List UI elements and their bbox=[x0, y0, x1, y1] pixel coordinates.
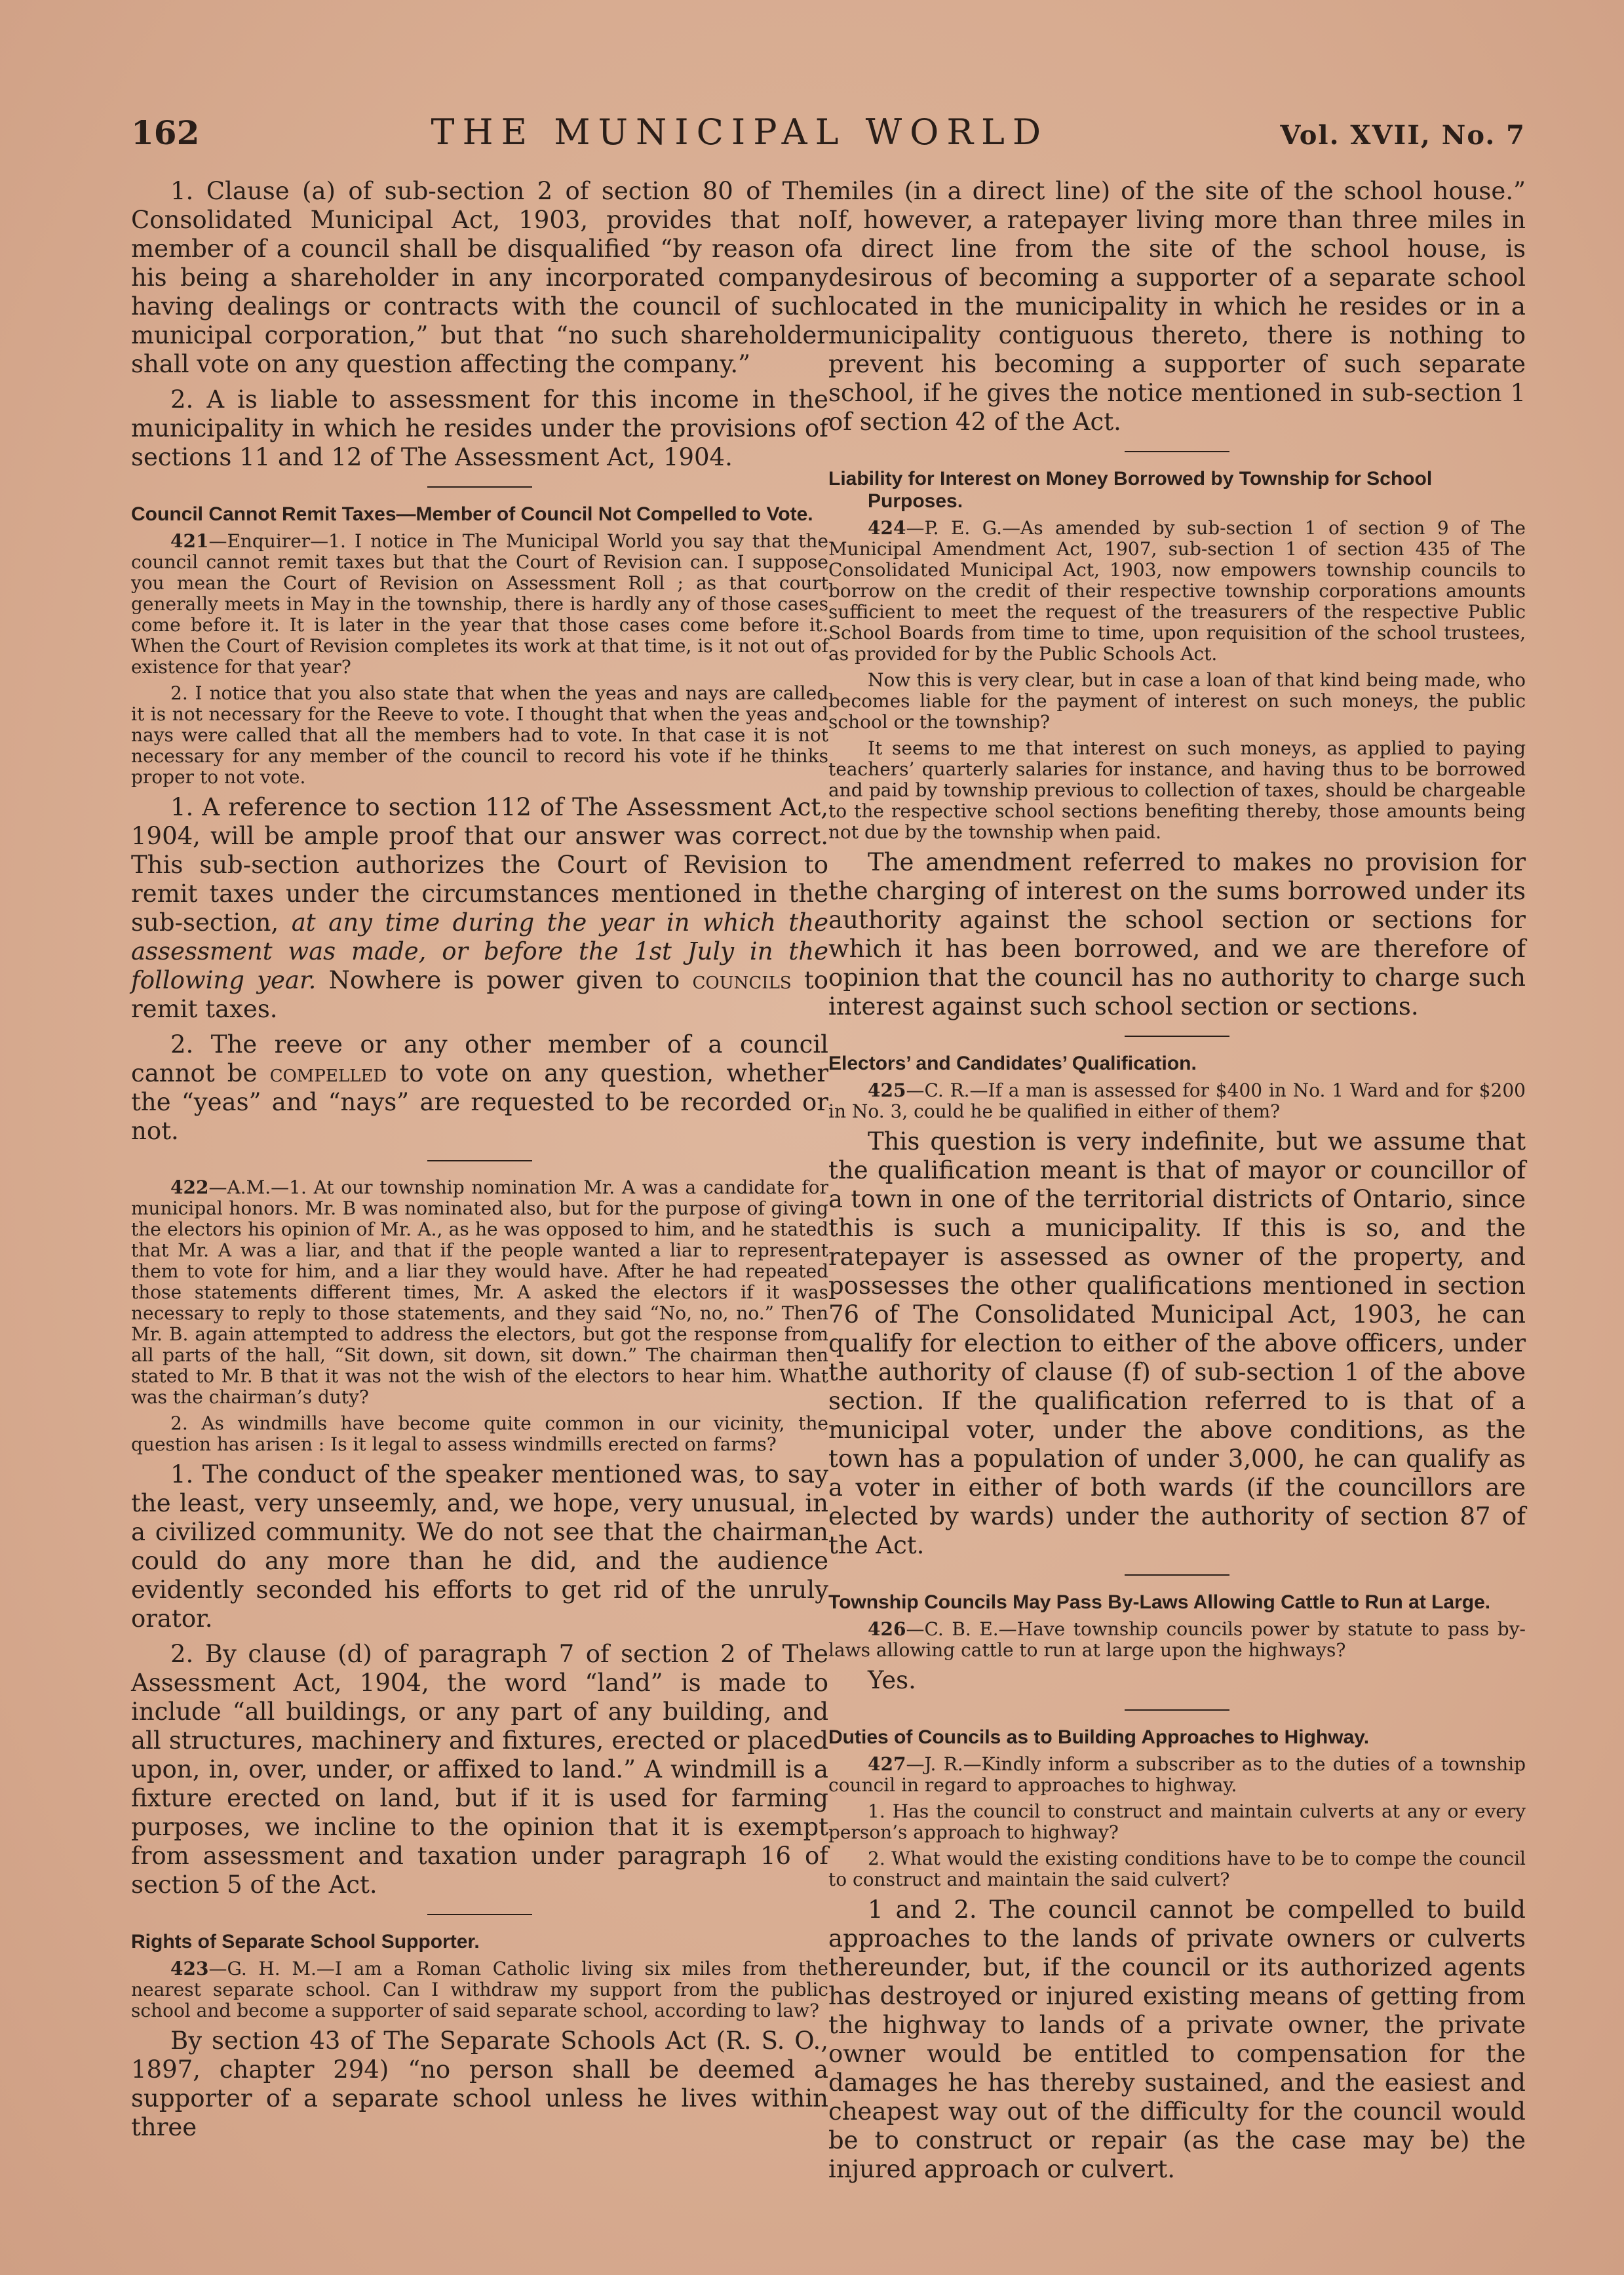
answer-paragraph: 1 and 2. The council cannot be compelled to build approaches to the lands of private owners or culverts thereunder, but, if the council or its authorized agents has destroyed or injured existing means of getting from the highway to lands of a private owner, the private owner would be entitled to compensation for the damages he has thereby sustained, and the easiest and cheapest way out of the difficulty for the council would be to construct or repair (as the case may be) the injured approach or culvert. bbox=[828, 1896, 1526, 2183]
question-number: 426 bbox=[868, 1618, 906, 1640]
answer-paragraph: Yes. bbox=[868, 1666, 916, 1694]
question-heading: Liability for Interest on Money Borrowed by Township for School Purposes. bbox=[828, 468, 1433, 512]
answer-paragraph: The amendment referred to makes no provision for the charging of interest on the sums borrowed under its authority against the school section or sections for which it has been borrowed, and we are therefore of opinion that the council has no authority to charge such interest against such school section or sections. bbox=[828, 848, 1526, 1021]
volume-number: Vol. XVII, No. 7 bbox=[1280, 120, 1526, 151]
question-paragraph: 1. Has the council to construct and maintain culverts at any or every person’s approach to highway? bbox=[828, 1800, 1526, 1843]
section-divider bbox=[427, 486, 532, 488]
answer-paragraph: 1. The conduct of the speaker mentioned was, to say the least, very unseemly, and, we hope, very unusual, in a civilized community. We do not see that the chairman could do any more than he did, and the audience evidently seconded his efforts to get rid of the unruly orator. bbox=[131, 1460, 828, 1633]
page-number: 162 bbox=[131, 113, 200, 152]
right-column bbox=[828, 177, 1526, 2190]
question-paragraph: 2. As windmills have become quite common in our vicinity, the question has arisen : Is it legal to assess windmills erected on farms? bbox=[131, 1412, 828, 1455]
question-paragraph bbox=[131, 1958, 828, 2021]
answer-paragraph: miles (in a direct line) of the site of the school house.” If, however, a ratepayer living more than three miles in a direct line from the site of the school house, is desirous of becoming a supporter of a separate school located in the municipality in which he resides or in a municipality contiguous thereto, there is nothing to prevent his becoming a supporter of such separate school, if he gives the notice mentioned in sub-section 1 of section 42 of the Act. bbox=[828, 177, 1526, 436]
question-number: 427 bbox=[868, 1753, 906, 1775]
section-divider bbox=[1125, 1036, 1229, 1037]
question-heading: Council Cannot Remit Taxes—Member of Council Not Compelled to Vote. bbox=[131, 503, 813, 525]
question-paragraph: 2. I notice that you also state that when the yeas and nays are called it is not necessary for the Reeve to vote. I thought that when the yeas and nays were called that all the members had to vote. In that case it is not necessary for any member of the council to record his vote if he thinks proper to not vote. bbox=[131, 682, 828, 788]
question-number: 421 bbox=[170, 530, 209, 552]
answer-text: Nowhere is power given to bbox=[328, 966, 680, 994]
question-text: —J. R.—Kindly inform a subscriber as to the duties of a township council in regard to approaches to highway. bbox=[828, 1753, 1526, 1796]
question-heading: Township Councils May Pass By-Laws Allowing Cattle to Run at Large. bbox=[828, 1591, 1491, 1613]
two-column-body bbox=[131, 177, 1526, 2190]
section-divider bbox=[427, 1160, 532, 1161]
publication-title: THE MUNICIPAL WORLD bbox=[431, 111, 1049, 153]
question-text: —A.M.—1. At our township nomination Mr. A was a candidate for municipal honors. Mr. B was nominated also, but for the purpose of giving the electors his opinion of Mr. A., as he was opposed to him, and he stated that Mr. A was a liar, and that if the people wanted a liar to represent them to vote for him, and a liar they would have. After he had repeated those statements different times, Mr. A asked the electors if it was necessary to reply to those statements, and they said “No, no, no.” Then Mr. B. again attempted to address the electors, but got the response from all parts of the hall, “Sit down, sit down, sit down.” The chairman then stated to Mr. B that it was not the wish of the electors to hear him. What was the chairman’s duty? bbox=[131, 1176, 828, 1408]
section-divider bbox=[1125, 1574, 1229, 1576]
answer-text: to vote on any question, whether the “yeas” and “nays” are requested to be recorded or not. bbox=[131, 1059, 829, 1145]
question-number: 423 bbox=[170, 1958, 209, 1979]
answer-text: 1. A reference to section 112 of The Assessment Act, 1904, will be ample proof that our answer was correct. This sub-section authorizes the Court of Revision to remit taxes under the circumstances mentioned in the sub-section, bbox=[131, 793, 828, 937]
question-number: 425 bbox=[868, 1079, 906, 1101]
answer-italic-text: at any time during the year in which the assessment was made, or before the 1st July in the following year. bbox=[131, 908, 829, 994]
question-text: —P. E. G.—As amended by sub-section 1 of section 9 of The Municipal Amendment Act, 1907, sub-section 1 of section 435 of The Consolidated Municipal Act, 1903, now empowers township councils to borrow on the credit of their respective township corporations amounts sufficient to meet the request of the treasurers of the respective Public School Boards from time to time, upon requisition of the school trustees, as provided for by the Public Schools Act. bbox=[828, 517, 1526, 665]
answer-paragraph: This question is very indefinite, but we assume that the qualification meant is that of mayor or councillor of a town in one of the territorial districts of Ontario, since this is such a municipality. If this is so, and the ratepayer is assessed as owner of the property, and possesses the other qualifications mentioned in section 76 of The Consolidated Municipal Act, 1903, he can qualify for election to either of the above officers, under the authority of clause (f) of sub-section 1 of the above section. If the qualification referred to is that of a municipal voter, under the above conditions, as the town has a population of under 3,000, he can qualify as a voter in either of both wards (if the councillors are elected by wards) under the authority of section 87 of the Act. bbox=[828, 1127, 1526, 1559]
running-header bbox=[131, 111, 1526, 170]
answer-smallcaps-text: compelled bbox=[269, 1059, 387, 1087]
question-paragraph: 2. What would the existing conditions have to be to compe the council to construct and maintain the said culvert? bbox=[828, 1848, 1526, 1890]
question-text: —Enquirer—1. I notice in The Municipal World you say that the council cannot remit taxes but that the Court of Revision can. I suppose you mean the Court of Revision on Assessment Roll ; as that court generally meets in May in the township, there is hardly any of those cases come before it. It is later in the year that those cases come before it. When the Court of Revision completes its work at that time, is it not out of existence for that year? bbox=[131, 530, 828, 678]
question-text: —G. H. M.—I am a Roman Catholic living six miles from the nearest separate school. Can I withdraw my support from the public school and become a supporter of said separate school, according to law? bbox=[131, 1958, 828, 2021]
question-paragraph bbox=[828, 1619, 1526, 1661]
question-paragraph bbox=[131, 531, 828, 678]
answer-text: 2. The reeve or any other member of a council cannot be bbox=[131, 1030, 828, 1087]
answer-paragraph bbox=[131, 793, 828, 1024]
question-heading: Duties of Councils as to Building Approaches to Highway. bbox=[828, 1726, 1370, 1748]
question-heading: Electors’ and Candidates’ Qualification. bbox=[828, 1053, 1197, 1074]
answer-paragraph: By section 43 of The Separate Schools Act (R. S. O., 1897, chapter 294) “no person shall be deemed a supporter of a separate school unless he lives within three bbox=[131, 2027, 828, 2141]
question-text: —C. B. E.—Have township councils power by statute to pass by-laws allowing cattle to run at large upon the highways? bbox=[828, 1618, 1526, 1661]
question-number: 422 bbox=[170, 1176, 209, 1198]
question-paragraph: Now this is very clear, but in case a loan of that kind being made, who becomes liable for the payment of interest on such moneys, the public school or the township? bbox=[828, 669, 1526, 733]
section-divider bbox=[1125, 451, 1229, 452]
answer-text: to remit taxes. bbox=[131, 966, 829, 1023]
answer-paragraph: 1. Clause (a) of sub-section 2 of section 80 of The Consolidated Municipal Act, 1903, provides that no member of a council shall be disqualified “by reason of his being a shareholder in any incorporated company having dealings or contracts with the council of such municipal corporation,” but that “no such shareholder shall vote on any question affecting the company.” bbox=[131, 177, 828, 378]
question-paragraph bbox=[828, 518, 1526, 665]
answer-smallcaps-text: councils bbox=[692, 966, 792, 994]
answer-paragraph: 2. By clause (d) of paragraph 7 of section 2 of The Assessment Act, 1904, the word “land” is made to include “all buildings, or any part of any building, and all structures, machinery and fixtures, erected or placed upon, in, over, under, or affixed to land.” A windmill is a fixture erected on land, but if it is used for farming purposes, we incline to the opinion that it is exempt from assessment and taxation under paragraph 16 of section 5 of the Act. bbox=[131, 1640, 828, 1899]
left-column bbox=[131, 177, 828, 2190]
question-text: —C. R.—If a man is assessed for $400 in No. 1 Ward and for $200 in No. 3, could he be qualified in either of them? bbox=[828, 1079, 1526, 1122]
section-divider bbox=[427, 1914, 532, 1915]
section-divider bbox=[1125, 1709, 1229, 1711]
question-paragraph: It seems to me that interest on such moneys, as applied to paying teachers’ quarterly salaries for instance, and having thus to be borrowed and paid by township previous to collection of taxes, should be chargeable to the respective school sections benefiting thereby, those amounts being not due by the township when paid. bbox=[828, 737, 1526, 843]
question-paragraph bbox=[828, 1754, 1526, 1796]
question-paragraph bbox=[828, 1080, 1526, 1122]
answer-paragraph: 2. A is liable to assessment for this income in the municipality in which he resides under the provisions of sections 11 and 12 of The Assessment Act, 1904. bbox=[131, 385, 828, 471]
answer-paragraph bbox=[131, 1030, 828, 1146]
question-number: 424 bbox=[868, 517, 906, 539]
question-heading: Rights of Separate School Supporter. bbox=[131, 1931, 480, 1953]
question-paragraph bbox=[131, 1177, 828, 1408]
